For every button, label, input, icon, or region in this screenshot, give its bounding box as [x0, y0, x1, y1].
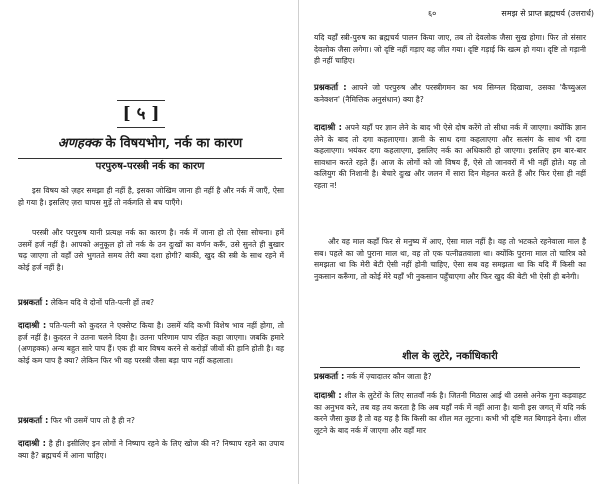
answer: दादाश्री : अपने यहाँ पर ज्ञान लेने के बाद भी ऐसे दोष करेंगे तो सीधा नर्क में जाएगा। क्योंकि ज्ञान लेने के बाद तो दगा कहलाएगा। ज्ञानी के साथ दगा कहलाएगा और सत्संग के साथ भी दगा कहलाएगा। भयंकर दगा कहलाएगा, इसलिए नर्क का अधिकारी हो जाएगा। इसलिए हम बार-बार सावधान करते रहते हैं। आज के लोगों को जो विषय हैं, ऐसे तो जानवरों में भी नहीं होते। यह तो कलियुग की निशानी है। बेचारे दुःख और जलन में सारा दिन मेहनत करते हैं और फिर ऐसा ही नहीं रहता न!	[314, 122, 586, 190]
section-rule	[320, 367, 580, 368]
paragraph: यदि यहाँ स्त्री-पुरुष का ब्रह्मचर्य पालन किया जाए, तब तो देवलोक जैसा सुख होगा। फिर तो संसार देवलोक जैसा लगेगा। जो दृष्टि नहीं गड़ाए वह जीत गया। दृष्टि गड़ाई कि खत्म हो गया। दृष्टि तो गड़ानी ही नहीं चाहिए।	[314, 33, 586, 66]
page-number: ६०	[428, 9, 437, 18]
chapter-title-italic-word: अणहक्क	[57, 136, 102, 151]
answer: दादाश्री : पति-पत्नी को कुदरत ने एक्सेप्ट किया है। उसमें यदि कभी विशेष भाव नहीं होगा, तो हर्ज नहीं है। कुदरत ने उतना चलने दिया है। उतना परिणाम पाप रहित कहा जाएगा। जबकि हमारे (अणहक्क) अन्य बहुत सारे पाप हैं। एक ही बार विषय करने से करोड़ों जीवों की हानि होती है। वह कोई कम पाप है क्या? लेकिन फिर भी वह परस्त्री जैसा बड़ा पाप नहीं कहलाता।	[18, 320, 284, 365]
question: प्रश्नकर्ता : नर्क में ज़्यादातर कौन जाता है?	[314, 371, 432, 381]
question: प्रश्नकर्ता : आपने जो परपुरुष और परस्त्रीगमन का भय सिग्नल दिखाया, उसका 'कैच्युअल कनेक्शन' (नैमित्तिक अनुसंधान) क्या है?	[314, 82, 586, 104]
paragraph: परस्त्री और परपुरुष यानी प्रत्यक्ष नर्क का कारण है। नर्क में जाना हो तो ऐसा सोचना। हमें उसमें हर्ज नहीं है। आपको अनुकूल हो तो नर्क के उन दुःखों का वर्णन करूँ, उसे सुनते ही बुखार चढ़ जाएगा तो वहाँ उसे भुगतते समय तेरी क्या दशा होगी? बाकी, खुद की स्त्री के साथ रहने में कोई हर्ज नहीं है।	[18, 228, 284, 272]
section-heading-left: परपुरुष-परस्त्री नर्क का कारण	[95, 161, 205, 172]
chapter-number: [ ५ ]	[117, 100, 165, 128]
answer: दादाश्री : है ही। इसीलिए इन लोगों ने निष्पाप रहने के लिए खोज की न? निष्पाप रहने का उपाय क्या है? ब्रह्मचर्य में आना चाहिए।	[18, 438, 284, 460]
paragraph: और वह माल कहाँ फिर से मनुष्य में आए, ऐसा माल नहीं है। वह तो भटकते रहनेवाला माल है सब। पहले का जो पुराना माल था, वह तो एक पत्नीव्रतवाला था। क्योंकि पुराना माल तो चारित्र को समझता था कि मेरी बेटी ऐसी नहीं होनी चाहिए, ऐसा सब वह समझता था कि यदि मैं किसी का नुकसान करूँगा, तो कोई मेरे यहाँ भी नुकसान पहुँचाएगा और फिर खुद की बेटी भी ऐसी ही बनेगी।	[314, 237, 586, 281]
paragraph: इस विषय को ज़हर समझा ही नहीं है, इसका जोखिम जाना ही नहीं है और नर्क में जाएँ, ऐसा हो गया है। इसलिए ज़रा चापस मुड़ें तो नर्कगति से बच पाएँगे।	[18, 186, 284, 207]
left-page	[0, 0, 299, 484]
title-rule	[18, 158, 282, 159]
chapter-title	[14, 135, 286, 153]
running-header: समझ से प्राप्त ब्रह्मचर्य (उत्तरार्ध)	[501, 9, 594, 18]
section-heading-right: शील के लुटेरे, नर्काधिकारी	[402, 351, 498, 362]
question: प्रश्नकर्ता : लेकिन यदि वे दोनों पति-पत्नी हों तब?	[18, 297, 155, 307]
chapter-title-rest: के विषयभोग, नर्क का कारण	[105, 136, 243, 151]
gutter-divider	[298, 0, 299, 484]
right-page	[300, 0, 599, 484]
answer: दादाश्री : शील के लुटेरों के लिए सातवाँ नर्क है। जितनी मिठास आई थी उससे अनेक गुना कड़वाहट का अनुभव करे, तब वह तय करता है कि अब यहाँ नर्क में नहीं आना है। यानी इस जगत् में यदि नर्क करने जैसा कुछ है तो वह यह है कि किसी का शील मत लूटना। कभी भी दृष्टि मत बिगाड़ने देना। शील लूटने के बाद नर्क में जाएगा और वहाँ मार	[314, 390, 586, 435]
question: प्रश्नकर्ता : फिर भी उसमें पाप तो है ही न?	[18, 415, 135, 425]
